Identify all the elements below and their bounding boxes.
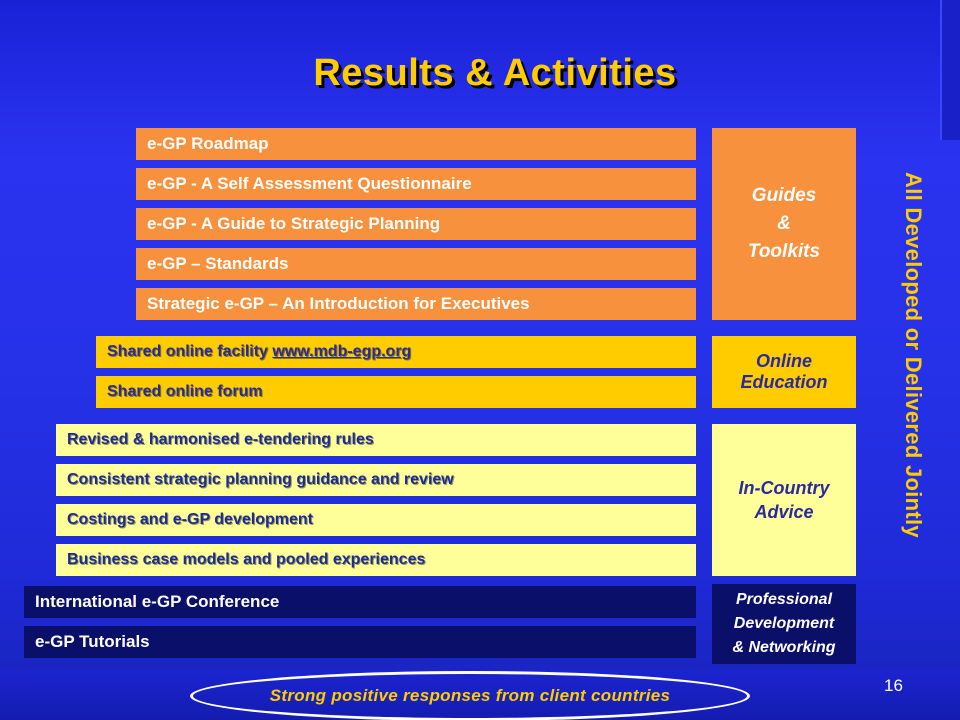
slide-title: Results & Activities: [313, 52, 677, 94]
category-line: Education: [740, 372, 828, 392]
footer-callout-text: Strong positive responses from client countries: [269, 686, 671, 705]
category-in-country-advice: [712, 424, 856, 576]
online-facility-label: Shared online facility: [107, 343, 273, 360]
category-line: Toolkits: [747, 241, 821, 262]
category-line: &: [777, 213, 791, 234]
category-guides-toolkits: [712, 128, 856, 320]
advice-item-business-case: Business case models and pooled experiences: [56, 544, 696, 576]
guide-item-roadmap: e-GP Roadmap: [136, 128, 696, 160]
professional-item-tutorials: e-GP Tutorials: [24, 626, 696, 658]
category-line: Advice: [754, 502, 814, 522]
side-label-jointly: All Developed or Delivered Jointly: [901, 172, 926, 538]
category-line: In-Country: [738, 478, 830, 498]
online-facility-link[interactable]: www.mdb-egp.org: [272, 343, 412, 360]
advice-item-costings: Costings and e-GP development: [56, 504, 696, 536]
category-line: Professional: [735, 591, 833, 608]
online-facility-row: [96, 336, 696, 368]
category-online-education: [712, 336, 856, 408]
category-line: Guides: [751, 185, 817, 206]
professional-item-conference: International e-GP Conference: [24, 586, 696, 618]
page-number: 16: [884, 676, 903, 695]
category-professional-development: [712, 584, 856, 664]
footer-callout: [190, 671, 750, 720]
advice-item-etendering-rules: Revised & harmonised e-tendering rules: [56, 424, 696, 456]
guide-item-strategic-planning: e-GP - A Guide to Strategic Planning: [136, 208, 696, 240]
online-forum-row: Shared online forum: [96, 376, 696, 408]
advice-item-planning-guidance: Consistent strategic planning guidance and review: [56, 464, 696, 496]
guide-item-executives-intro: Strategic e-GP – An Introduction for Executives: [136, 288, 696, 320]
category-line: & Networking: [732, 639, 836, 656]
category-line: Online: [755, 351, 812, 371]
category-line: Development: [733, 615, 835, 632]
guide-item-self-assessment: e-GP - A Self Assessment Questionnaire: [136, 168, 696, 200]
guide-item-standards: e-GP – Standards: [136, 248, 696, 280]
